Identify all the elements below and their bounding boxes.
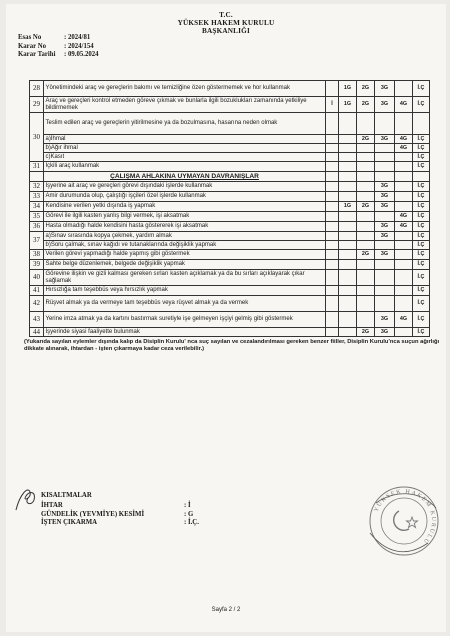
- penalty-cell: 3G: [375, 135, 395, 144]
- row-description: İçkili araç kullanmak: [44, 162, 326, 172]
- row-description: Araç ve gereçleri kontrol etmeden göreve çıkmak ve bunlarla ilgili bozuklukları zamanında yetkiliye bildirmemek: [44, 97, 326, 113]
- penalty-cell: [375, 144, 395, 153]
- penalty-cell: [357, 162, 375, 172]
- penalty-cell: [339, 260, 357, 270]
- table-row: [30, 328, 430, 337]
- penalty-cell: 2G: [357, 328, 375, 337]
- penalty-cell: [339, 286, 357, 296]
- penalty-cell: [395, 232, 413, 241]
- penalty-cell: [339, 212, 357, 222]
- penalty-cell: 3G: [375, 232, 395, 241]
- header-institution: YÜKSEK HAKEM KURULU: [177, 19, 275, 27]
- penalty-cell: [339, 232, 357, 241]
- penalty-cell: [375, 260, 395, 270]
- row-number: 30: [30, 113, 44, 162]
- row-description: İşyerinde siyasi faaliyette bulunmak: [44, 328, 326, 337]
- row-number: 33: [30, 192, 44, 202]
- penalty-cell: [339, 113, 357, 135]
- penalty-cell: [339, 182, 357, 192]
- penalty-cell: İ.Ç: [413, 312, 430, 328]
- penalty-cell: 4G: [395, 212, 413, 222]
- table-row: [30, 97, 430, 113]
- header-presidency: BAŞKANLIĞI: [202, 27, 250, 35]
- penalty-cell: İ.Ç: [413, 162, 430, 172]
- penalty-cell: [357, 296, 375, 312]
- penalty-cell: [395, 81, 413, 97]
- penalty-cell: [357, 144, 375, 153]
- document-page: [6, 4, 446, 632]
- penalty-cell: İ.Ç: [413, 232, 430, 241]
- penalty-cell: 3G: [375, 192, 395, 202]
- penalty-cell: 2G: [357, 81, 375, 97]
- penalty-cell: [326, 113, 339, 135]
- row-description: Hırsızlığa tam teşebbüs veya hırsızlık yapmak: [44, 286, 326, 296]
- penalty-cell: [395, 162, 413, 172]
- penalty-cell: 3G: [375, 250, 395, 260]
- row-description: Yönetimindeki araç ve gereçlerin bakımı ve temizliğine özen göstermemek ve hor kullanmak: [44, 81, 326, 97]
- penalty-cell: [395, 192, 413, 202]
- penalty-cell: [326, 312, 339, 328]
- row-description: Teslim edilen araç ve gereçlerin yitirilmesine ya da bozulmasına, hasarına neden olmak: [44, 113, 326, 135]
- penalty-cell: 2G: [357, 97, 375, 113]
- penalty-cell: İ.Ç: [413, 144, 430, 153]
- penalty-cell: İ.Ç: [413, 328, 430, 337]
- meta-esas: Esas No : 2024/81: [18, 34, 91, 41]
- penalty-cell: [326, 144, 339, 153]
- row-number: 44: [30, 328, 44, 337]
- row-description: Sahte belge düzenlemek, belgede değişiklik yapmak: [44, 260, 326, 270]
- penalty-cell: [375, 212, 395, 222]
- penalty-cell: [375, 162, 395, 172]
- row-number: 37: [30, 232, 44, 250]
- penalty-cell: 3G: [375, 222, 395, 232]
- penalty-cell: [413, 113, 430, 135]
- svg-text:YÜKSEK HAKEM KURULU: YÜKSEK HAKEM KURULU: [373, 488, 437, 546]
- penalty-cell: [375, 286, 395, 296]
- penalty-cell: İ.Ç: [413, 270, 430, 286]
- penalty-cell: İ.Ç: [413, 97, 430, 113]
- penalty-cell: [326, 222, 339, 232]
- penalty-cell: [339, 153, 357, 162]
- penalty-cell: 4G: [395, 144, 413, 153]
- table-row: [30, 250, 430, 260]
- section-row: [30, 172, 430, 182]
- row-number: 29: [30, 97, 44, 113]
- penalty-cell: İ.Ç: [413, 241, 430, 250]
- penalty-cell: [375, 153, 395, 162]
- penalty-cell: [339, 192, 357, 202]
- penalty-cell: 3G: [375, 312, 395, 328]
- table-row: [30, 192, 430, 202]
- penalty-cell: 3G: [375, 81, 395, 97]
- row-number: 34: [30, 202, 44, 212]
- row-number: 42: [30, 296, 44, 312]
- penalty-cell: [357, 312, 375, 328]
- penalty-cell: [395, 113, 413, 135]
- penalty-cell: [357, 286, 375, 296]
- penalty-cell: [357, 222, 375, 232]
- penalty-cell: 1G: [339, 202, 357, 212]
- penalty-cell: İ.Ç: [413, 192, 430, 202]
- section-title: ÇALIŞMA AHLAKINA UYMAYAN DAVRANIŞLAR: [44, 172, 326, 182]
- penalty-cell: [357, 270, 375, 286]
- row-number: 43: [30, 312, 44, 328]
- row-number: 39: [30, 260, 44, 270]
- row-number: 28: [30, 81, 44, 97]
- penalty-cell: [339, 270, 357, 286]
- abbreviations-title: KISALTMALAR: [41, 492, 92, 499]
- page-number: Sayfa 2 / 2: [211, 607, 241, 613]
- table-row: [30, 260, 430, 270]
- meta-tarih: Karar Tarihi : 09.05.2024: [18, 51, 99, 59]
- penalty-cell: 4G: [395, 135, 413, 144]
- row-description: İşyerine ait araç ve gereçleri görevi dışındaki işlerde kullanmak: [44, 182, 326, 192]
- row-description: Hasta olmadığı halde kendisini hasta göstererek işi aksatmak: [44, 222, 326, 232]
- penalty-cell: [326, 202, 339, 212]
- row-description: Görevine ilişkin ve gizli kalması gereken sırları kasten açıklamak ya da bu sırları açıklayarak çıkar sağlamak: [44, 270, 326, 286]
- penalty-cell: [395, 328, 413, 337]
- row-description: Rüşvet almak ya da vermeye tam teşebbüs veya rüşvet almak ya da vermek: [44, 296, 326, 312]
- penalty-cell: 3G: [375, 97, 395, 113]
- penalty-cell: İ.Ç: [413, 182, 430, 192]
- header-tc: T.C.: [219, 11, 233, 19]
- penalty-cell: [326, 328, 339, 337]
- penalty-cell: 1G: [339, 97, 357, 113]
- penalty-cell: [339, 296, 357, 312]
- subrow-description: c)Kasıt: [44, 153, 326, 162]
- official-seal-stamp: [366, 483, 442, 559]
- penalty-cell: İ.Ç: [413, 135, 430, 144]
- penalty-cell: İ.Ç: [413, 202, 430, 212]
- penalty-cell: [326, 296, 339, 312]
- row-number: 32: [30, 182, 44, 192]
- penalty-cell: [395, 270, 413, 286]
- penalty-cell: İ.Ç: [413, 153, 430, 162]
- penalty-cell: [326, 192, 339, 202]
- penalty-cell: [357, 241, 375, 250]
- table-row: [30, 81, 430, 97]
- abbr-isten-cikarma: İŞTEN ÇIKARMA : İ.Ç.: [41, 518, 199, 526]
- table-row: [30, 270, 430, 286]
- penalty-cell: [326, 260, 339, 270]
- penalty-cell: 3G: [375, 202, 395, 212]
- row-number: 31: [30, 162, 44, 172]
- subrow-description: a)İhmal: [44, 135, 326, 144]
- row-number: 40: [30, 270, 44, 286]
- table-subrow: [30, 241, 430, 250]
- penalty-cell: [357, 153, 375, 162]
- penalty-cell: 4G: [395, 97, 413, 113]
- penalty-cell: 4G: [395, 222, 413, 232]
- row-description: Yerine imza atmak ya da kartını bastırmak suretiyle işe gelmeyen işçiyi gelmiş gibi göstermek: [44, 312, 326, 328]
- penalty-cell: [339, 222, 357, 232]
- table-row: [30, 312, 430, 328]
- row-description: Amir durumunda olup, çalıştığı işçileri özel işlerde kullanmak: [44, 192, 326, 202]
- penalty-cell: 1G: [339, 81, 357, 97]
- penalty-cell: [326, 153, 339, 162]
- penalty-cell: [357, 182, 375, 192]
- penalty-cell: [395, 260, 413, 270]
- penalty-cell: [395, 250, 413, 260]
- penalty-cell: [326, 241, 339, 250]
- abbreviations: [41, 492, 199, 527]
- row-description: Kendisine verilen yetki dışında iş yapmak: [44, 202, 326, 212]
- penalty-cell: 4G: [395, 312, 413, 328]
- penalty-cell: [357, 260, 375, 270]
- penalty-cell: [339, 312, 357, 328]
- penalty-cell: [339, 328, 357, 337]
- penalty-cell: 3G: [375, 182, 395, 192]
- row-number: 41: [30, 286, 44, 296]
- penalty-cell: [339, 241, 357, 250]
- table-row: [30, 113, 430, 135]
- penalty-cell: [326, 135, 339, 144]
- penalty-cell: [395, 153, 413, 162]
- penalty-cell: [395, 296, 413, 312]
- penalty-cell: [395, 286, 413, 296]
- penalty-cell: [326, 286, 339, 296]
- penalty-cell: İ.Ç: [413, 222, 430, 232]
- row-description: Görevi ile ilgili kasten yanlış bilgi vermek, işi aksatmak: [44, 212, 326, 222]
- penalty-cell: [357, 212, 375, 222]
- subrow-description: a)Sınav sırasında kopya çekmek, yardım almak: [44, 232, 326, 241]
- penalty-cell: [395, 241, 413, 250]
- penalty-cell: İ.Ç: [413, 212, 430, 222]
- table-row: [30, 202, 430, 212]
- row-number: 36: [30, 222, 44, 232]
- table-subrow: [30, 135, 430, 144]
- table-row: [30, 212, 430, 222]
- penalty-cell: [339, 144, 357, 153]
- penalty-cell: [326, 270, 339, 286]
- penalty-cell: 2G: [357, 250, 375, 260]
- row-number: 35: [30, 212, 44, 222]
- penalty-cell: İ.Ç: [413, 286, 430, 296]
- table-row: [30, 296, 430, 312]
- penalty-cell: [326, 212, 339, 222]
- penalty-cell: [375, 241, 395, 250]
- row-description: Verilen görevi yapmadığı halde yapmış gibi göstermek: [44, 250, 326, 260]
- table-subrow: [30, 232, 430, 241]
- abbr-ihtar: İHTAR : İ: [41, 502, 191, 510]
- footnote: (Yukarıda sayılan eylemler dışında kalıp da Disiplin Kurulu' nca suç sayılan ve cezalandırılması gereken benzer fiiller, Disiplin Kurulu'nca suçun ağırlığı dikkate alınarak, ihtardan - işten çıkarmaya kadar ceza verilebilir.): [24, 339, 440, 353]
- table-row: [30, 182, 430, 192]
- penalty-cell: [375, 296, 395, 312]
- penalty-cell: [357, 113, 375, 135]
- abbr-gundelik: GÜNDELİK (YEVMİYE) KESİMİ : G: [41, 510, 194, 518]
- table-subrow: [30, 144, 430, 153]
- penalty-cell: [326, 162, 339, 172]
- meta-karar: Karar No : 2024/154: [18, 42, 94, 50]
- penalty-cell: [326, 250, 339, 260]
- penalty-cell: [339, 162, 357, 172]
- penalty-cell: İ.Ç: [413, 81, 430, 97]
- penalty-cell: İ: [326, 97, 339, 113]
- subrow-description: b)Soru çalmak, sınav kağıdı ve tutanaklarında değişiklik yapmak: [44, 241, 326, 250]
- table-row: [30, 286, 430, 296]
- penalty-cell: İ.Ç: [413, 250, 430, 260]
- penalty-cell: [326, 182, 339, 192]
- subrow-description: b)Ağır ihmal: [44, 144, 326, 153]
- penalty-cell: [339, 250, 357, 260]
- penalty-cell: 2G: [357, 135, 375, 144]
- penalty-cell: [339, 135, 357, 144]
- penalty-cell: [375, 270, 395, 286]
- table-subrow: [30, 153, 430, 162]
- penalty-cell: İ.Ç: [413, 260, 430, 270]
- discipline-table: [29, 80, 430, 337]
- penalty-cell: [395, 202, 413, 212]
- penalty-cell: [395, 182, 413, 192]
- penalty-cell: 3G: [375, 328, 395, 337]
- table-row: [30, 222, 430, 232]
- penalty-cell: 2G: [357, 202, 375, 212]
- penalty-cell: [357, 232, 375, 241]
- penalty-cell: [357, 192, 375, 202]
- penalty-cell: [326, 232, 339, 241]
- case-meta: [18, 34, 99, 60]
- penalty-cell: [326, 81, 339, 97]
- table-row: [30, 162, 430, 172]
- row-number: 38: [30, 250, 44, 260]
- penalty-cell: [375, 113, 395, 135]
- handwritten-signature: [10, 480, 44, 514]
- penalty-cell: İ.Ç: [413, 296, 430, 312]
